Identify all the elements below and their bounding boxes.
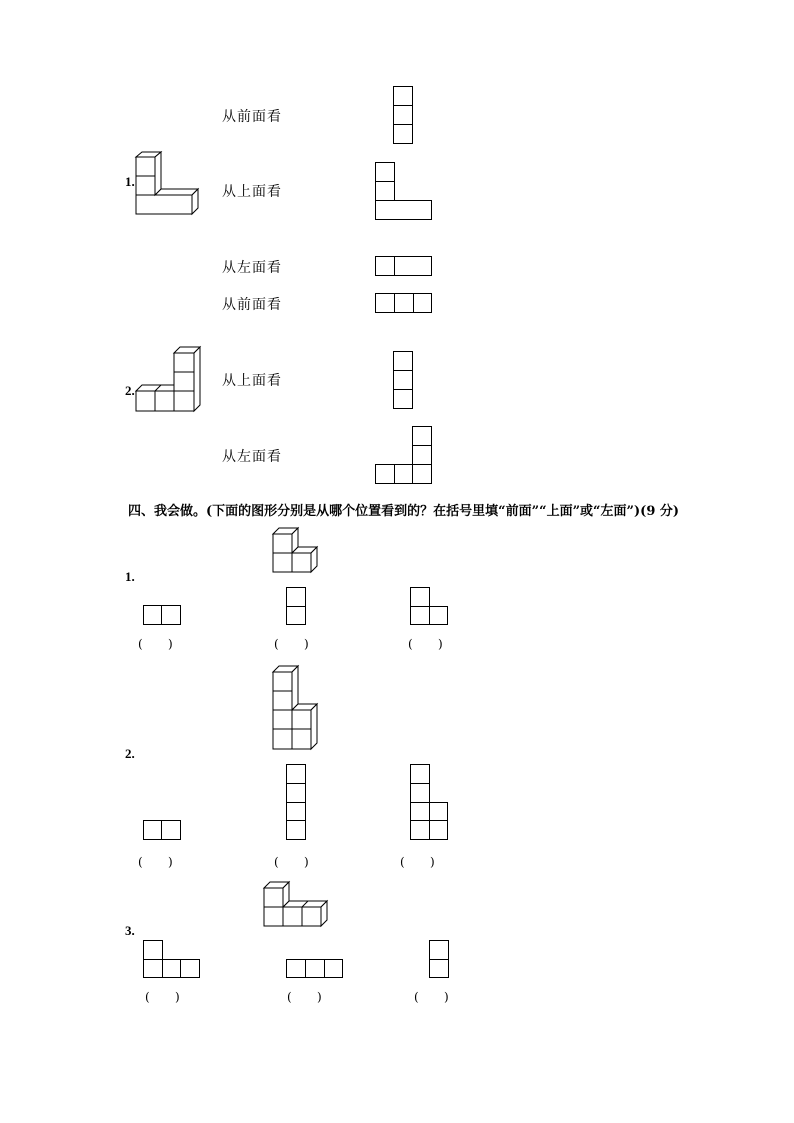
answer-blank[interactable]: ( ) <box>145 990 180 1004</box>
view-label-front: 从前面看 <box>222 297 282 313</box>
question-number: 2. <box>125 746 135 761</box>
view-diagram-c <box>429 940 451 980</box>
view-diagram-top <box>393 351 415 411</box>
answer-blank[interactable]: ( ) <box>414 990 449 1004</box>
view-diagram-left <box>375 426 435 486</box>
cube-model-figure <box>130 152 210 227</box>
view-diagram-top <box>375 162 435 222</box>
answer-blank[interactable]: ( ) <box>408 637 443 651</box>
view-diagram-front <box>393 86 415 146</box>
view-diagram-c <box>410 764 450 844</box>
view-label-left: 从左面看 <box>222 449 282 465</box>
view-diagram-b <box>286 959 346 981</box>
question-number: 1. <box>125 569 135 584</box>
view-diagram-a <box>143 605 183 627</box>
section-heading: 四、我会做。(下面的图形分别是从哪个位置看到的？在括号里填“前面”“上面”或“左面”)(9 分) <box>128 504 680 519</box>
question-number: 2. <box>125 383 135 398</box>
cube-model-figure <box>261 880 333 930</box>
cube-model-figure <box>270 664 325 754</box>
view-label-front: 从前面看 <box>222 109 282 125</box>
view-label-top: 从上面看 <box>222 184 282 200</box>
view-diagram-a <box>143 820 183 842</box>
view-diagram-b <box>286 587 308 627</box>
answer-blank[interactable]: ( ) <box>274 855 309 869</box>
view-label-left: 从左面看 <box>222 260 282 276</box>
answer-blank[interactable]: ( ) <box>400 855 435 869</box>
view-diagram-front <box>375 293 435 315</box>
view-diagram-c <box>410 587 450 627</box>
view-diagram-a <box>143 940 203 980</box>
view-label-top: 从上面看 <box>222 373 282 389</box>
cube-model-figure <box>270 526 325 576</box>
question-number: 1. <box>125 174 135 189</box>
view-diagram-b <box>286 764 308 844</box>
view-diagram-left <box>375 256 435 278</box>
answer-blank[interactable]: ( ) <box>138 637 173 651</box>
cube-model-figure <box>130 345 210 415</box>
answer-blank[interactable]: ( ) <box>138 855 173 869</box>
answer-blank[interactable]: ( ) <box>274 637 309 651</box>
question-number: 3. <box>125 923 135 938</box>
answer-blank[interactable]: ( ) <box>287 990 322 1004</box>
